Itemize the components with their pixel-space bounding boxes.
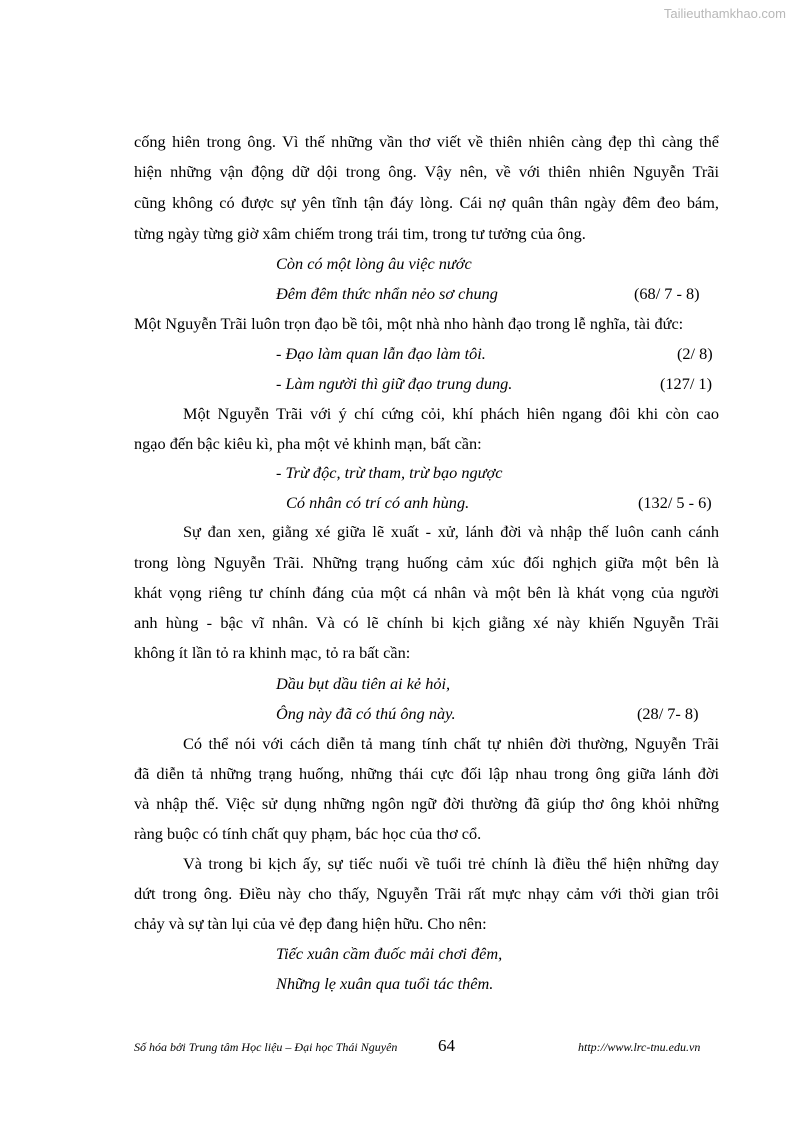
paragraph-line: hiện những vận động dữ dội trong ông. Vậy nên, về với thiên nhiên Nguyễn Trãi (134, 162, 719, 181)
paragraph-line: dứt trong ông. Điều này cho thấy, Nguyễn Trãi rất mực nhạy cảm với thời gian trôi (134, 884, 719, 903)
paragraph-line: cống hiên trong ông. Vì thế những vần thơ viết về thiên nhiên càng đẹp thì càng thể (134, 132, 719, 151)
verse-line: Ông này đã có thú ông này. (276, 704, 456, 723)
footer-credit: Số hóa bởi Trung tâm Học liệu – Đại học Thái Nguyên (134, 1040, 398, 1054)
paragraph-line: Và trong bi kịch ấy, sự tiếc nuối về tuổi trẻ chính là điều thể hiện những day (183, 854, 719, 873)
footer-url: http://www.lrc-tnu.edu.vn (578, 1040, 701, 1054)
verse-reference: (127/ 1) (660, 374, 712, 393)
verse-line: Có nhân có trí có anh hùng. (286, 493, 470, 512)
verse-line: - Đạo làm quan lẫn đạo làm tôi. (276, 344, 486, 363)
verse-line: Đêm đêm thức nhẩn nẻo sơ chung (276, 284, 498, 303)
verse-reference: (2/ 8) (677, 344, 713, 363)
paragraph-line: Một Nguyễn Trãi luôn trọn đạo bề tôi, một nhà nho hành đạo trong lễ nghĩa, tài đức: (134, 314, 684, 333)
verse-reference: (132/ 5 - 6) (638, 493, 712, 512)
paragraph-line: đã diễn tả những trạng huống, những thái cực đối lập nhau trong ông giữa lánh đời (134, 764, 719, 783)
paragraph-line: Có thể nói với cách diễn tả mang tính chất tự nhiên đời thường, Nguyễn Trãi (183, 734, 719, 753)
page-number: 64 (438, 1036, 455, 1055)
paragraph-line: anh hùng - bậc vĩ nhân. Và có lẽ chính bi kịch giằng xé này khiến Nguyễn Trãi (134, 613, 719, 632)
paragraph-line: từng ngày từng giờ xâm chiếm trong trái tim, trong tư tưởng của ông. (134, 224, 586, 243)
paragraph-line: Một Nguyễn Trãi với ý chí cứng cỏi, khí phách hiên ngang đôi khi còn cao (183, 404, 719, 423)
verse-line: Những lẹ xuân qua tuổi tác thêm. (276, 974, 494, 993)
verse-line: - Trừ độc, trừ tham, trừ bạo ngược (276, 463, 503, 482)
paragraph-line: và nhập thế. Việc sử dụng những ngôn ngữ đời thường đã giúp thơ ông khỏi những (134, 794, 719, 813)
paragraph-line: không ít lần tỏ ra khinh mạc, tỏ ra bất cần: (134, 643, 411, 662)
verse-reference: (28/ 7- 8) (637, 704, 699, 723)
verse-line: Còn có một lòng âu việc nước (276, 254, 472, 273)
paragraph-line: trong lòng Nguyễn Trãi. Những trạng huống cảm xúc đối nghịch giữa một bên là (134, 553, 719, 572)
verse-line: Tiếc xuân cầm đuốc mải chơi đêm, (276, 944, 503, 963)
watermark: Tailieuthamkhao.com (663, 6, 786, 21)
paragraph-line: khát vọng riêng tư chính đáng của một cá nhân và một bên là khát vọng của người (134, 583, 719, 602)
paragraph-line: cũng không có được sự yên tĩnh tận đáy lòng. Cái nợ quân thân ngày đêm đeo bám, (134, 193, 719, 212)
paragraph-line: chảy và sự tàn lụi của vẻ đẹp đang hiện hữu. Cho nên: (134, 914, 487, 933)
verse-line: Dầu bụt dầu tiên ai kẻ hỏi, (276, 674, 451, 693)
verse-reference: (68/ 7 - 8) (634, 284, 700, 303)
paragraph-line: ràng buộc có tính chất quy phạm, bác học của thơ cổ. (134, 824, 482, 843)
verse-line: - Làm người thì giữ đạo trung dung. (276, 374, 513, 393)
paragraph-line: Sự đan xen, giằng xé giữa lẽ xuất - xử, lánh đời và nhập thế luôn canh cánh (183, 522, 719, 541)
paragraph-line: ngạo đến bậc kiêu kì, pha một vẻ khinh mạn, bất cần: (134, 434, 482, 453)
